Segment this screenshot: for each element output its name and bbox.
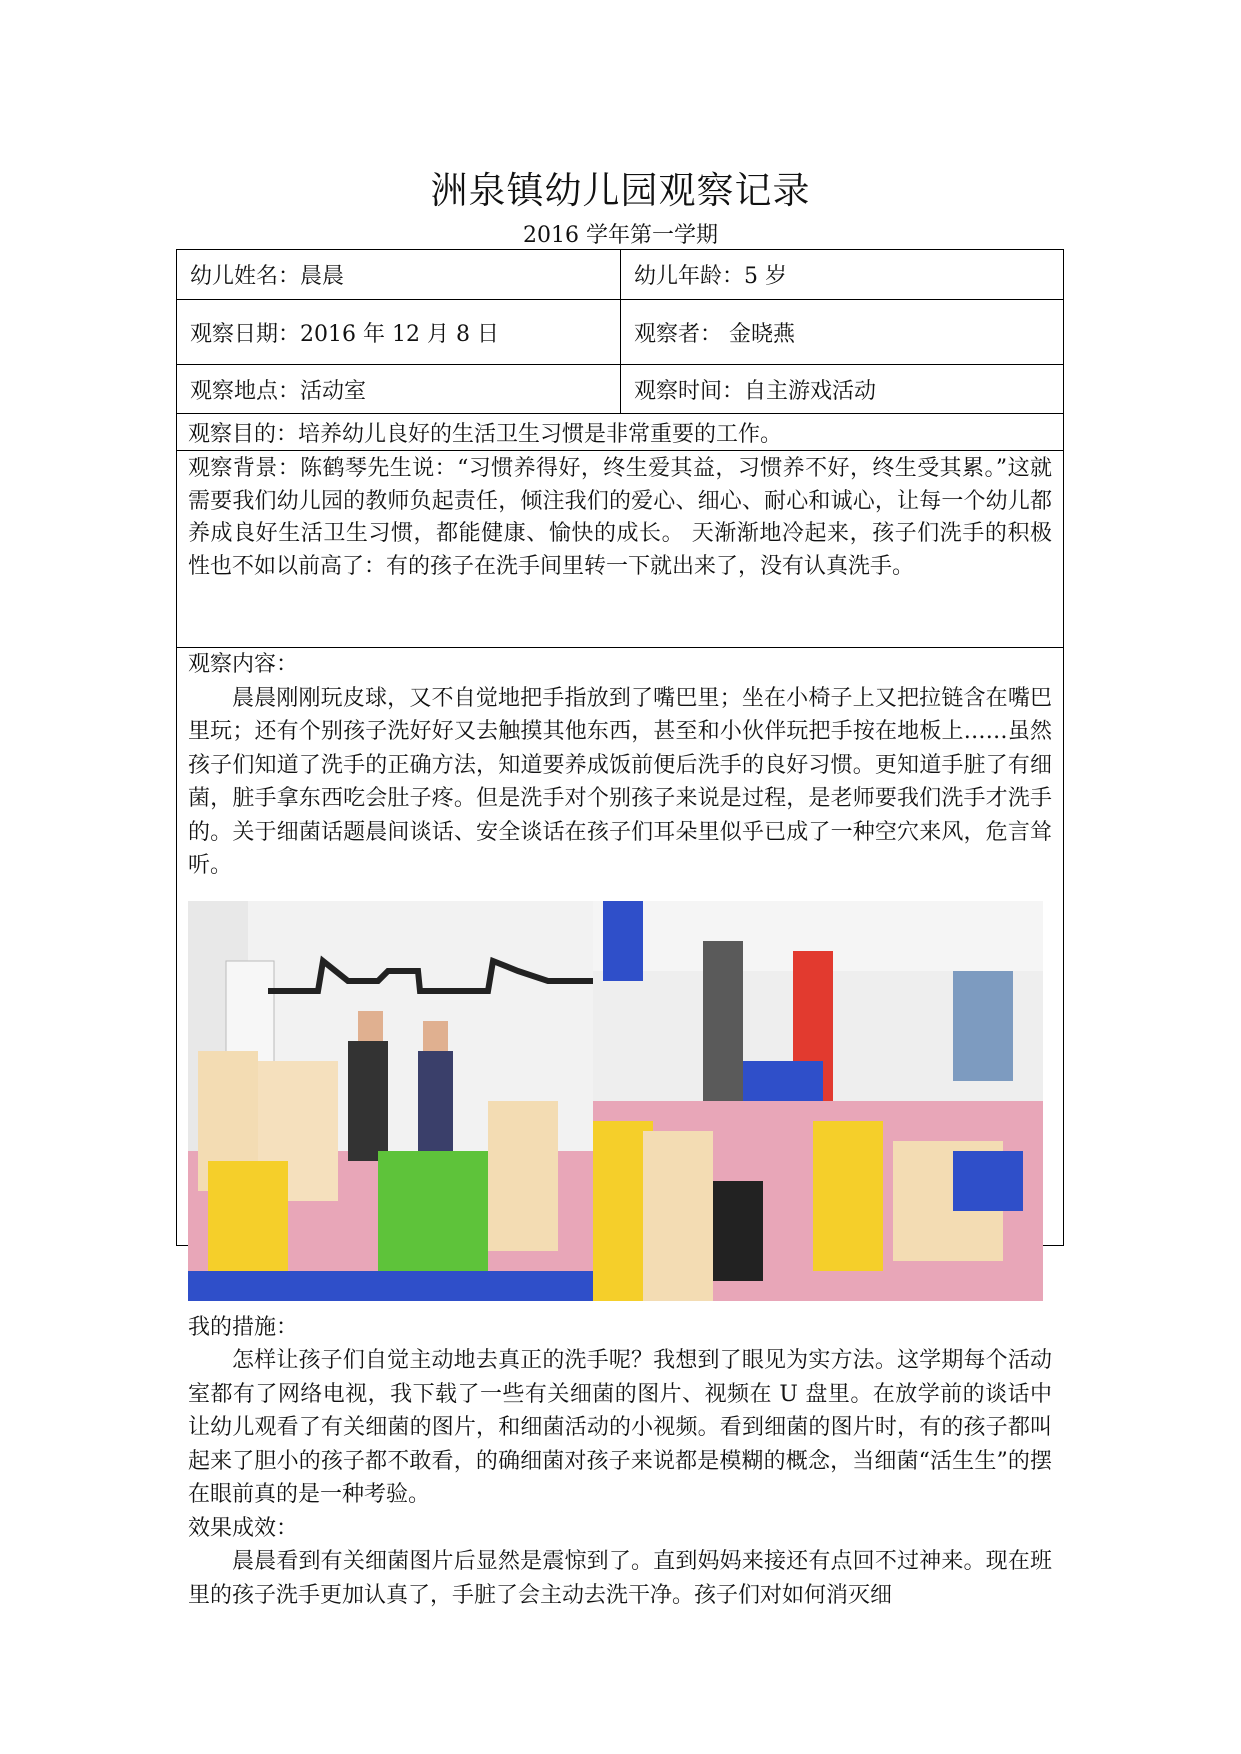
info-row-1 — [176, 249, 1064, 299]
purpose-row — [176, 413, 1064, 450]
classroom-photo-left — [188, 901, 593, 1301]
page-title: 洲泉镇幼儿园观察记录 — [430, 169, 811, 212]
info-row-2 — [176, 299, 1064, 364]
effect-label: 效果成效： — [188, 1515, 299, 1541]
background-row — [176, 450, 1064, 647]
children-blocks-image-right — [593, 901, 1043, 1301]
observe-time-cell: 观察时间：自主游戏活动 — [620, 365, 1063, 413]
content-label: 观察内容： — [188, 652, 299, 677]
content-row — [176, 647, 1064, 1608]
child-name-cell: 幼儿姓名：晨晨 — [190, 264, 345, 289]
content-text: 晨晨刚刚玩皮球，又不自觉地把手指放到了嘴巴里；坐在小椅子上又把拉链含在嘴巴里玩；还有个别孩子洗好好又去触摸其他东西，甚至和小伙伴玩把手按在地板上……虽然孩子们知道了洗手的正确方法，知道要养成饭前便后洗手的良好习惯。更知道手脏了有细菌，脏手拿东西吃会肚子疼。但是洗手对个别孩子来说是过程，是老师要我们洗手才洗手的。关于细菌话题晨间谈话、安全谈话在孩子们耳朵里似乎已成了一种空穴来风，危言耸听。 — [188, 685, 1052, 878]
page-subtitle: 2016 学年第一学期 — [523, 223, 718, 248]
observe-purpose: 观察目的：培养幼儿良好的生活卫生习惯是非常重要的工作。 — [188, 421, 783, 447]
info-row-3 — [176, 364, 1064, 413]
content-box — [177, 648, 1063, 1608]
observe-date-cell: 观察日期：2016 年 12 月 8 日 — [190, 321, 499, 347]
observe-background: 观察背景：陈鹤琴先生说：“习惯养得好，终生爱其益，习惯养不好，终生受其累。”这就需要我们幼儿园的教师负起责任，倾注我们的爱心、细心、耐心和诚心，让每一个幼儿都养成良好生活卫生习惯，都能健康、愉快的成长。 天渐渐地冷起来，孩子们洗手的积极性也不如以前高了：有的孩子在洗手间里转一下就出来了，没有认真洗手。 — [188, 456, 1052, 579]
classroom-photo-right — [593, 901, 1043, 1301]
children-blocks-image-left — [188, 901, 593, 1301]
observation-form — [176, 249, 1064, 1608]
observer-cell: 观察者： 金晓燕 — [620, 300, 1063, 364]
measures-label: 我的措施： — [188, 1314, 299, 1340]
observe-place-cell: 观察地点：活动室 — [190, 378, 367, 404]
background-box — [177, 451, 1063, 647]
child-age-cell: 幼儿年龄：5 岁 — [620, 250, 1063, 299]
measures-text: 怎样让孩子们自觉主动地去真正的洗手呢？我想到了眼见为实方法。这学期每个活动室都有了网络电视，我下载了一些有关细菌的图片、视频在 U 盘里。在放学前的谈话中让幼儿观看了有关细菌的图片，和细菌活动的小视频。看到细菌的图片时，有的孩子都叫起来了胆小的孩子都不敢看，的确细菌对孩子来说都是模糊的概念，当细菌“活生生”的摆在眼前真的是一种考验。 — [188, 1348, 1052, 1507]
effect-text: 晨晨看到有关细菌图片后显然是震惊到了。直到妈妈来接还有点回不过神来。现在班里的孩子洗手更加认真了，手脏了会主动去洗干净。孩子们对如何消灭细 — [188, 1549, 1052, 1608]
photo-pair — [188, 901, 1052, 1301]
